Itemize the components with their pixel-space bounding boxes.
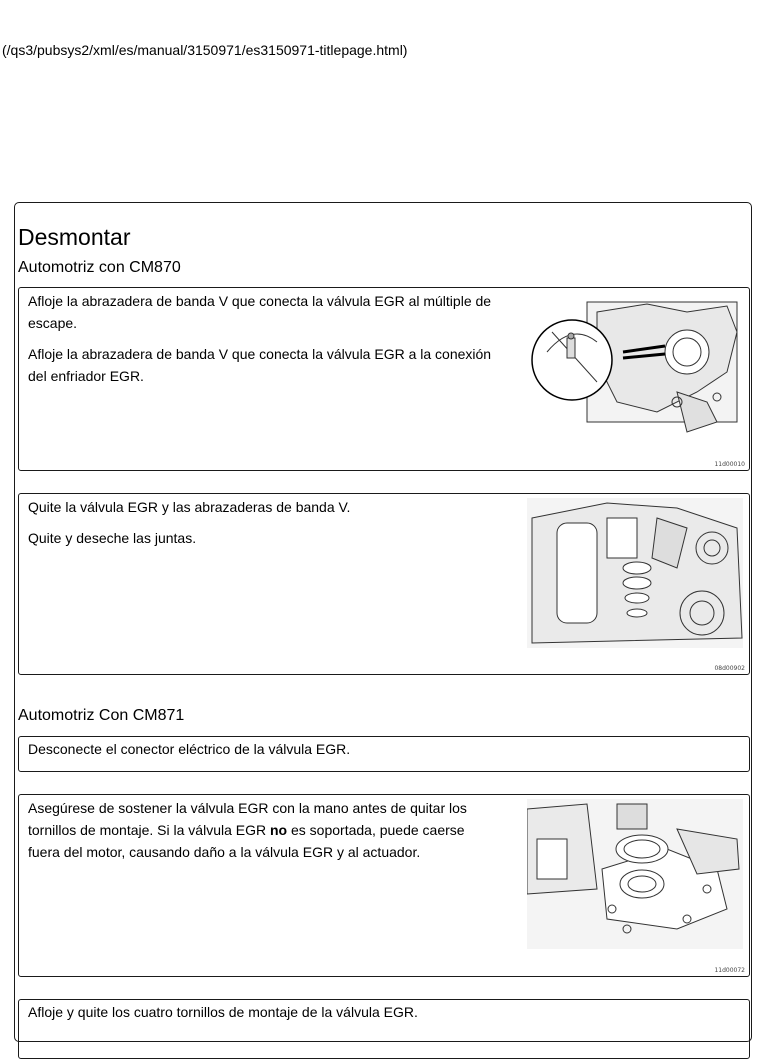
figure-code: 08d00902 [714,665,745,672]
group-title-cm870: Automotriz con CM870 [18,259,181,276]
step-paragraph [28,797,498,863]
step-text [28,1001,498,1032]
step-paragraph: Quite y deseche las juntas. [28,530,197,546]
section-title: Desmontar [18,224,131,250]
warning-text-after: es soportada, puede caerse fuera del motor, causando daño a la válvula EGR y al actuador. [28,822,465,860]
step-text [28,290,498,396]
step-paragraph: Desconecte el conector eléctrico de la válvula EGR. [28,741,351,757]
group-title-cm871: Automotriz Con CM871 [18,707,185,724]
figure-code: 11d00010 [714,461,745,468]
step-text [28,496,498,558]
step-paragraph: Afloje la abrazadera de banda V que conecta la válvula EGR al múltiple de escape. [28,293,492,331]
warning-text-before: Asegúrese de sostener la válvula EGR con la mano antes de quitar los tornillos de montaje. Si la válvula EGR [28,800,467,838]
step-card [18,794,750,977]
procedure-panel [14,202,752,1042]
step-card [18,999,750,1059]
step-card [18,493,750,675]
step-paragraph: Afloje y quite los cuatro tornillos de montaje de la válvula EGR. [28,1004,418,1020]
step-card [18,736,750,772]
step-paragraph: Quite la válvula EGR y las abrazaderas de banda V. [28,499,351,515]
step-card [18,287,750,471]
url-line: (/qs3/pubsys2/xml/es/manual/3150971/es3150971-titlepage.html) [2,42,408,58]
egr-clamp-illustration [527,292,743,442]
warning-emphasis: no [270,822,288,838]
step-paragraph: Afloje la abrazadera de banda V que conecta la válvula EGR a la conexión del enfriador EGR. [28,346,492,384]
step-text [28,738,498,769]
egr-valve-removal-illustration [527,498,743,648]
egr-valve-support-illustration [527,799,743,949]
figure-code: 11d00072 [714,967,745,974]
step-text [28,797,498,872]
